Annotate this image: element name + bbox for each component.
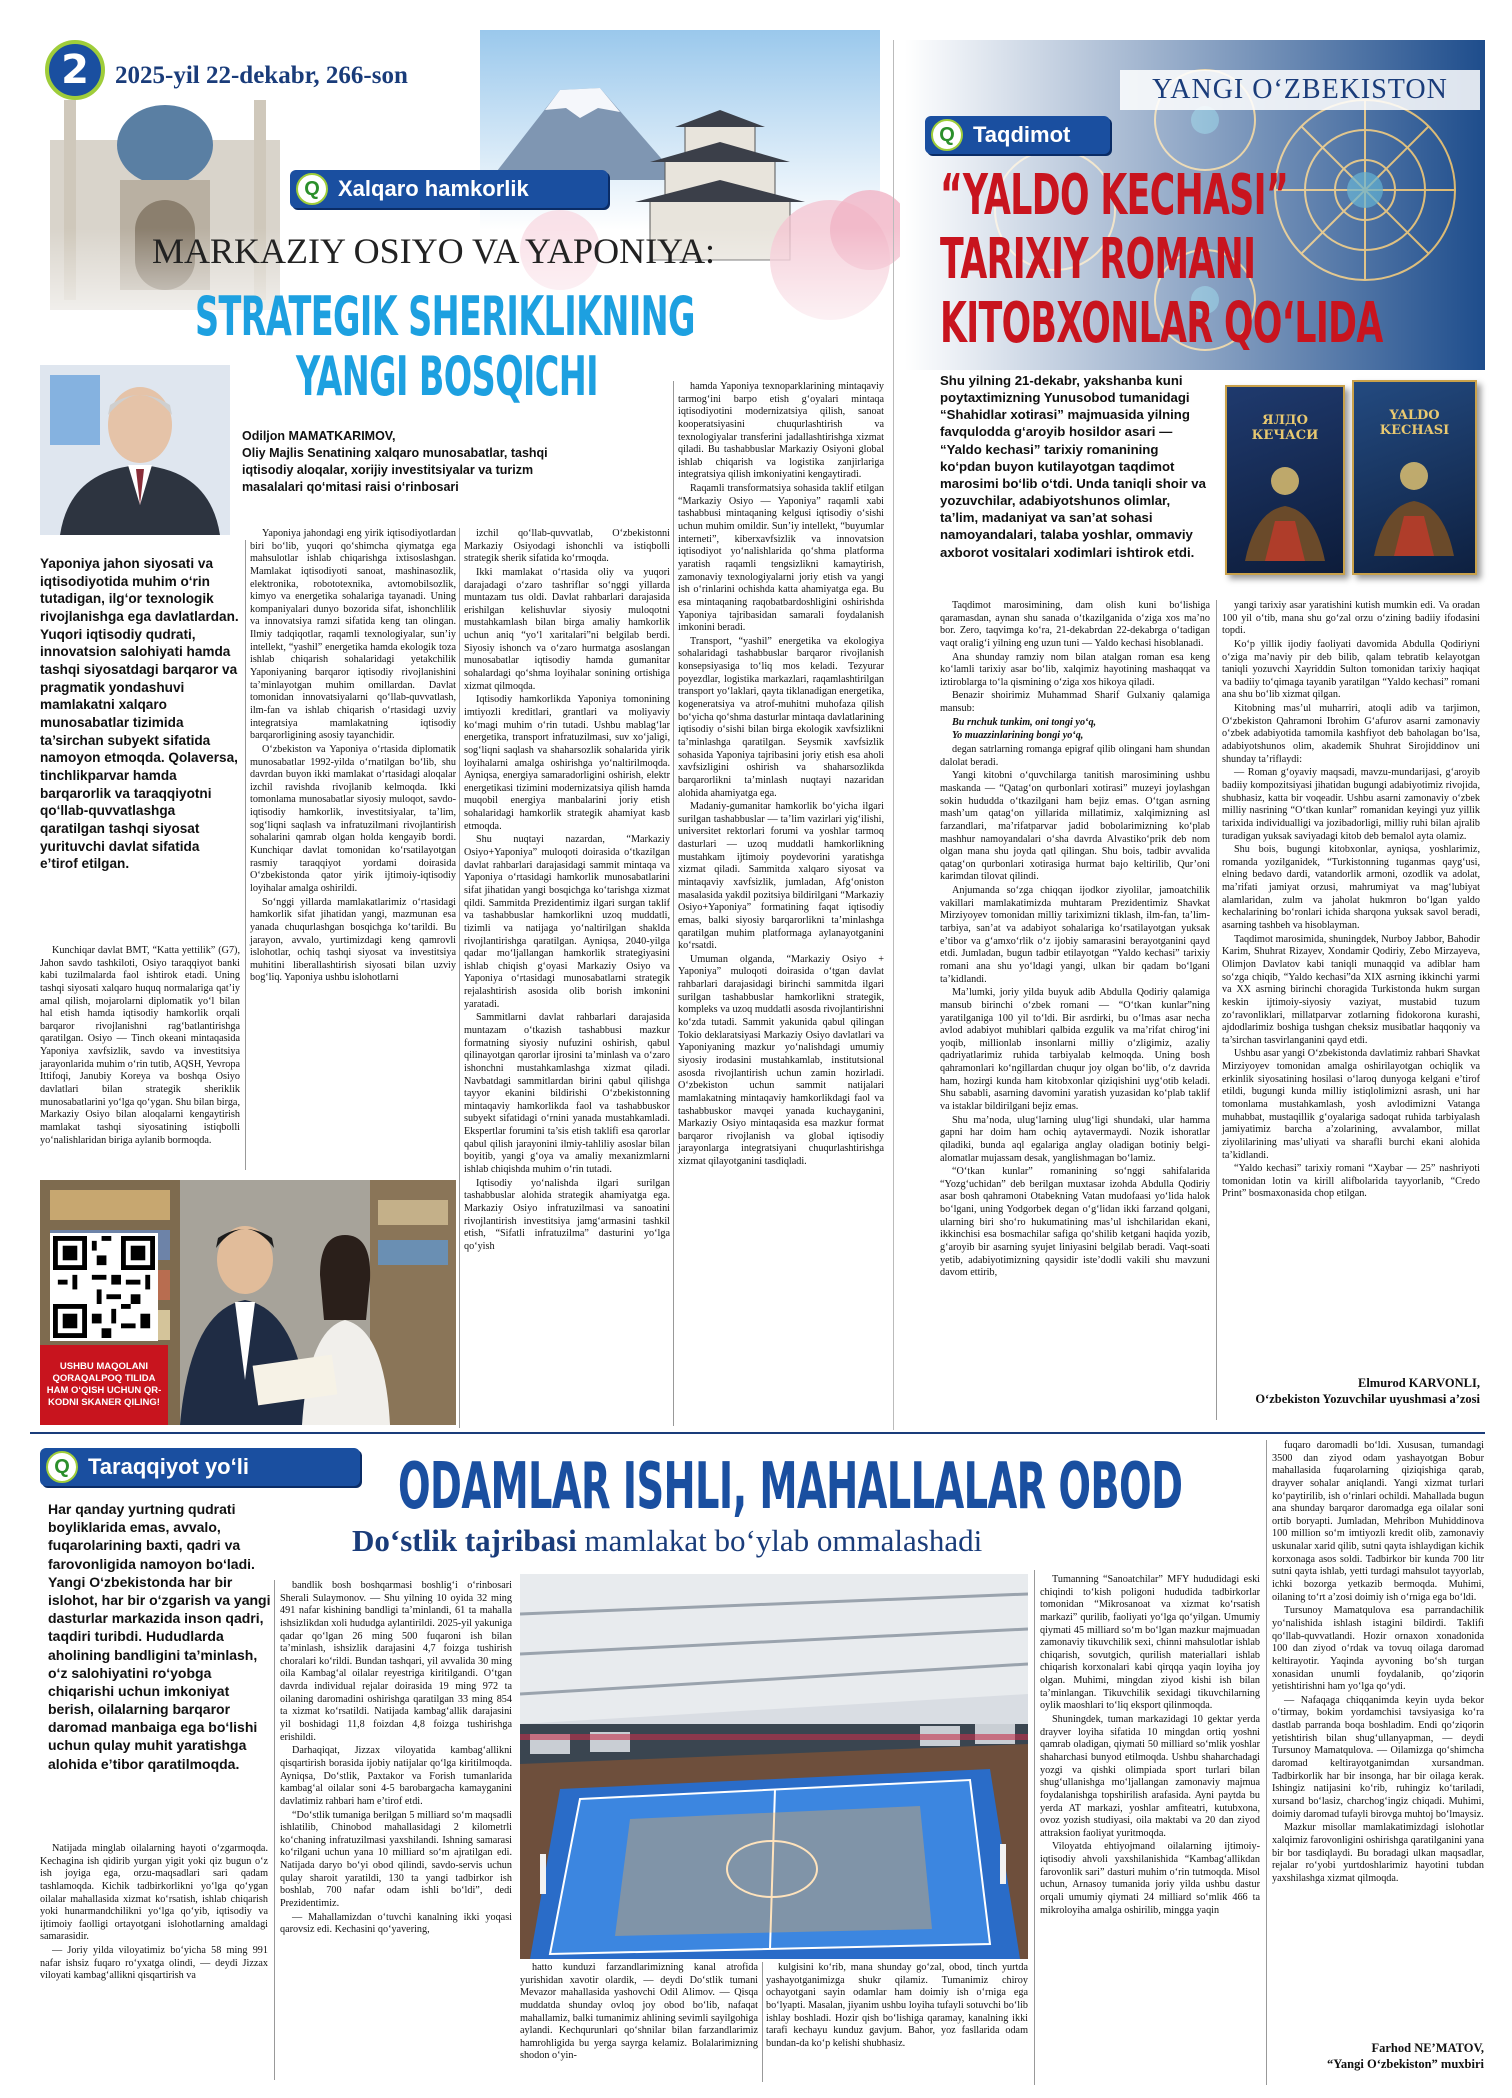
signature-title: “Yangi O‘zbekiston” muxbiri	[1327, 2057, 1484, 2072]
article1-col3	[464, 528, 670, 1255]
book-cover-latin	[1352, 380, 1477, 575]
paragraph: Umuman olganda, “Markaziy Osiyo + Yaponiya” muloqoti doirasida o‘tgan davlat rahbarlari darajasidagi birinchi sammitda ilgari surilgan tashabbuslar hamkorlikni strategik, kompleks va uzoq muddatli asosda rivojlantirishni ko‘zda tutadi. Sammit yakunida qabul qilingan Tokio deklaratsiyasi Markaziy Osiyo davlatlari va Yaponiyaning mazkur yo‘nalishdagi umumiy siyosiy irodasini mustahkamlab, institutsional asosda rivojlantirish uchun zamin hozirladi. O‘zbekiston uchun sammit natijalari mamlakatning mintaqaviy hamkorlikdagi faol va tashabbuskor mavqei yanada kuchayganini, Markaziy Osiyo mintaqasida esa mazkur format barqaror rivojlanish va global iqtisodiy jarayonlarga integratsiyani chuqurlashtirishga xizmat qilayotganini tasdiqladi.	[678, 953, 884, 1168]
newspaper-nameplate	[1120, 70, 1480, 110]
article3-lead: Har qanday yurtning qudrati boyliklarida emas, avvalo, fuqarolarining baxti, qadri va farovonligida namoyon bo‘ladi. Yangi O‘zbekistonda har bir islohot, har bir o‘zgarish va yangi dasturlar markazida inson qadri, taqdiri turibdi. Hududlarda aholining bandligini ta’minlash, o‘z salohiyatini ro‘yobga chiqarishi uchun imkoniyat berish, oilalarning barqaror daromad manbaiga ega bo‘lishi uchun qulay muhit yaratishga alohida e’tibor qaratilmoqda.	[48, 1501, 271, 1772]
article2-col2	[1222, 600, 1480, 1202]
author-photo	[40, 365, 230, 535]
signature-title: O‘zbekiston Yozuvchilar uyushmasi a’zosi	[1255, 1392, 1480, 1407]
section-badge-presentation	[925, 116, 1110, 154]
newspaper-logo-icon: Q	[296, 173, 328, 205]
paragraph: Iqtisodiy hamkorlikda Yaponiya tomonining imtiyozli kreditlari, grantlari va moliyaviy ko‘magi muhim o‘rin tutadi. Ushbu mablag‘lar energetika, transport infratuzilmasi, suv xo‘jaligi, sog‘liqni saqlash va shaharsozlik sohalarida yirik loyihalarni amalga oshirishga yo‘naltirilmoqda. Ayniqsa, energiya samaradorligini oshirish, elektr energetikasi tizimini modernizatsiya qilish hamda muqobil energiya manbalarini joriy etish sohalaridagi hamkorlik strategik ahamiyat kasb etmoqda.	[464, 694, 670, 832]
article1-col1	[40, 945, 240, 1148]
paragraph: Madaniy-gumanitar hamkorlik bo‘yicha ilgari surilgan tashabbuslar — ta’lim vazirlari yig‘ilishi, universitet rektorlari forumi va yoshlar tarmoq dasturlari — uzoq muddatli hamkorlikning mustahkam ijtimoiy poydevorini yaratishga xizmat qiladi. Sammitda xalqaro siyosat va mintaqaviy xavfsizlik, jumladan, Afg‘oniston masalasida yakdil pozitsiya bildirilgani “Markaziy Osiyo+Yaponiya” formatining faqat iqtisodiy emas, balki siyosiy barqarorlikni ta’minlashga qaratilgan muhim platformaga aylanayotganini ko‘rsatdi.	[678, 801, 884, 952]
paragraph: Ikki mamlakat o‘rtasida oliy va yuqori darajadagi o‘zaro tashriflar so‘nggi yillarda muntazam tus oldi. Davlat rahbarlari darajasida erishilgan kelishuvlar siyosiy muloqotni mustahkamlash bilan birga amaliy hamkorlik uchun aniq “yo‘l xaritalari”ni belgilab berdi. Siyosiy ishonch va o‘zaro hurmatga asoslangan munosabatlar iqtisodiy hamda gumanitar sohalardagi qo‘shma loyihalar sonining ortishiga xizmat qilmoqda.	[464, 566, 670, 692]
section-divider	[30, 1432, 1485, 1434]
paragraph: “Do‘stlik tumaniga berilgan 5 milliard so‘m maqsadli ishlatilib, Chinobod mahallasidagi 2 kilometrli ko‘chaning infratuzilmasi yaxshilandi. Ishning samarasi ko‘rilgani uchun yana 10 milliard so‘m ajratilgan edi. Natijada daryo bo‘yi obod qilindi, savdo-servis uchun qulay sharoit yaratildi, 130 ta yangi tadbirkor ish boshlab, 700 nafar odam ishli bo‘ldi”, dedi Prezidentimiz.	[280, 1809, 512, 1910]
subheadline-bold: Do‘stlik tajribasi	[352, 1523, 577, 1558]
subheadline-rest: mamlakat bo‘ylab ommalashadi	[576, 1523, 983, 1558]
article2-col1	[940, 600, 1210, 1281]
paragraph: Taqdimot marosimida, shuningdek, Nurboy Jabbor, Bahodir Karim, Shuhrat Rizayev, Xondamir Qodiriy, Zebo Mirzayeva, Olimjon Davlatov kabi taniqli munaqqid va adiblar ham so‘zga chiqib, “Yaldo kechasi”da XIX asrning ikkinchi yarmi va XX asrning birinchi choragida Turkistonda hukm surgan keskin ijtimoiy-siyosiy vaziyat, mustabid tuzum zo‘ravonliklari, millatparvar zotlarning fidokorona kurashi, ajdodlarimiz boshiga tushgan cheksiz musibatlar haqqoniy va ta’sirchan tasvirlanganini qayd etdi.	[1222, 933, 1480, 1046]
paragraph: Tumanning “Sanoatchilar” MFY hududidagi eski chiqindi to‘kish poligoni hududida tadbirkorlar tomonidan “Mikrosanoat va xizmat ko‘rsatish markazi” qurilib, faoliyati yo‘lga qo‘yilgan. Umumiy qiymati 45 milliard so‘m bo‘lgan mazkur majmuadan zamonaviy tikuvchilik sexi, chinni mahsulotlar ishlab chiqarish, sovutgich, qurilish materiallari ishlab chiqarish korxonalari kabi qirqqa yaqin loyiha joy olgan. Muhimi, mingdan ziyod kishi ish bilan ta’minlangan. Tikuvchilik sexidagi tikuvchilarning oylik maoshlari to‘liq eksport qilinmoqda.	[1040, 1574, 1260, 1712]
article3-col5	[1040, 1574, 1260, 1918]
column-rule	[1216, 600, 1217, 1420]
paragraph: Ko‘p yillik ijodiy faoliyati davomida Abdulla Qodiriyni o‘ziga ma’naviy pir deb bilib, qalam tebratib kelayotgan taniqli yozuvchi Xayriddin Sulton tomonidan tarixiy haqiqat va badiiy to‘qimaga tayanib yaratilgan “Yaldo kechasi” romani ana shu bo‘lib xizmat qilgan.	[1222, 638, 1480, 701]
paragraph: — Nafaqaga chiqqanimda keyin uyda bekor o‘tirmay, bokim yordamchisi tavsiyasiga ko‘ra dastlab parranda boqa boshladim. Endi qo‘ziqorin yetishtirish bilan shug‘ullanyapman, — deydi Tursunoy Mamatqulova. — Oilamizga qo‘shimcha daromad keltirayotganimdan xursandman. Tadbirkorlik har bir insonga, har bir oilaga kerak. Ishingiz natijasini ko‘rib, ruhingiz ko‘tariladi, xursand bo‘lasiz, charchog‘ingiz chiqadi. Muhimi, doimiy daromad tufayli birovga muhtoj bo‘lmaysiz.	[1272, 1694, 1484, 1820]
article3-col2	[280, 1580, 512, 1938]
newspaper-logo-icon: Q	[46, 1451, 78, 1483]
column-rule	[1034, 1570, 1035, 2085]
paragraph: kulgisini ko‘rib, mana shunday go‘zal, obod, tinch yurtda yashayotganimizga shukr qilamiz. Tumanimiz chiroy ochayotgani sayin odamlar ham doimiy ish o‘rniga ega bo‘lyapti. Masalan, jiyanim ushbu loyiha tufayli sotuvchi bo‘lib ishlay boshladi. Hozir qish bo‘lishiga qaramay, kanalning ikki tarafi kechayu kunduz gavjum. Bahor, yoz fasllarida odam bundan-da ko‘p kelishi shubhasiz.	[766, 1962, 1028, 2049]
column-rule	[1266, 1440, 1267, 2085]
article3-photo	[520, 1574, 1028, 1959]
column-rule	[673, 381, 674, 1426]
qr-caption: USHBU MAQOLANI QORAQALPOQ TILIDA HAM O‘QISH UCHUN QR-KODNI SKANER QILING!	[46, 1361, 162, 1408]
paragraph: Raqamli transformatsiya sohasida taklif etilgan “Markaziy Osiyo — Yaponiya” raqamli xabi tashabbusi mintaqaning kelgusi iqtisodiy o‘sishi uchun muhim omildir. Sun’iy intellekt, “buyumlar interneti”, kiberxavfsizlik va innovatsion iqtisodiyot yo‘nalishlarida qo‘shma platforma yaratish raqamli tengsizlikni kamaytirish, zamonaviy texnologiyalarni joriy etish va yangi ish o‘rinlarini ochishda katta ahamiyatga ega. Bu esa mintaqaning raqobatbardoshligini oshirishda Yaponiya tajribasidan samarali foydalanish imkonini beradi.	[678, 483, 884, 634]
book-title: YALDO KECHASI	[1379, 408, 1450, 438]
newspaper-name: YANGI O‘ZBEKISTON	[1152, 74, 1448, 105]
section-badge-international	[290, 170, 608, 208]
article1-col4	[678, 381, 884, 1170]
poem-line: Bu rnchuk tunkim, oni tongi yo‘q,	[952, 716, 1097, 728]
paragraph: Kunchiqar davlat BMT, “Katta yettilik” (G7), Jahon savdo tashkiloti, Osiyo taraqqiyot banki kabi tuzilmalarda faol ishtirok etadi. Uning tashqi siyosati xalqaro huquq normalariga qat’iy amal qilish, mojarolarni diplomatik yo‘l bilan hal etish hamda iqtisodiy hamkorlik orqali barqaror rivojlanishni rag‘batlantirishga qaratilgan. Osiyo — Tinch okeani mintaqasida Yaponiya xavfsizlik, savdo va investitsiya jarayonlarida muhim o‘rin tutib, AQSH, Yevropa Ittifoqi, Janubiy Koreya va boshqa Osiyo davlatlari bilan strategik sheriklik munosabatlarini yo‘lga qo‘ygan. Shu bilan birga, Markaziy Osiyo bilan aloqalarni kengaytirish mamlakat tashqi siyosatining istiqbolli yo‘nalishlaridan biriga aylanib bormoqda.	[40, 945, 240, 1146]
paragraph: Yaponiya jahondagi eng yirik iqtisodiyotlardan biri bo‘lib, yuqori qo‘shimcha qiymatga ega mahsulotlar ishlab chiqarishga ixtisoslashgan. Mamlakat iqtisodiyoti sanoat, mashinasozlik, elektronika, robototexnika, avtomobilsozlik, kimyo va energetika sohalariga tayanadi. Uning kompaniyalari dunyo bozorida sifat, ishonchlilik va innovatsiya ramzi sifatida keng tan olingan. Ilmiy tadqiqotlar, raqamli texnologiyalar, sun’iy intellekt, “yashil” energetika hamda ekologik toza ishlab chiqarish sohalaridagi yetakchilik Yaponiyaning barqaror iqtisodiy rivojlanishini ta’minlayotgan muhim omillardan. Davlat tomonidan innovatsiyalarni qo‘llab-quvvatlash, ilm-fan va ishlab chiqarish o‘rtasidagi uzviy integratsiya mamlakatning iqtisodiy barqarorligining asosiy tayanchidir.	[250, 528, 456, 742]
article2-headline-line3: KITOBXONLAR QO‘LIDA	[940, 291, 1383, 356]
paragraph: Ana shunday ramziy nom bilan atalgan roman esa keng ko‘lamli tarixiy asar bo‘lib, xalqimiz hayotining mashaqqat va iztiroblarga to‘la qismining o‘ziga xos hikoya qiladi.	[940, 651, 1210, 688]
qr-code[interactable]	[50, 1233, 158, 1341]
article3-headline: ODAMLAR ISHLI, MAHALLALAR OBOD	[398, 1450, 1183, 1524]
paragraph: Ushbu asar yangi O‘zbekistonda davlatimiz rahbari Shavkat Mirziyoyev tomonidan amalga oshirilayotgan ochiqlik va erkinlik siyosatining hosilasi o‘laroq dunyoga kelgani e’tirof etildi, bugungi kunda milliy istiqlolimizni asrash, uni har tomonlama mustahkamlash, yosh avlodimizni Vatanga muhabbat, mustaqillik g‘oyalariga sadoqat ruhida tarbiyalash jamiyatimiz barcha a’zolarining, avvalambor, millat ziyolilarining mas’uliyati va sharafli burchi ekani alohida ta’kidlandi.	[1222, 1048, 1480, 1161]
paragraph: izchil qo‘llab-quvvatlab, O‘zbekistonni Markaziy Osiyodagi ishonchli va istiqbolli strategik sherik sifatida ko‘rmoqda.	[464, 528, 670, 565]
paragraph: “O‘tkan kunlar” romanining so‘nggi sahifalarida “Yozg‘uchidan” deb berilgan muxtasar izohda Abdulla Qodiriy asar bosh qahramoni Otabekning Vatan mudofaasi yo‘lida halok bo‘lgani, uning Yodgorbek degan o‘g‘lidan ikki farzand qolgani, ularning biri sho‘ro hukumatining mas’ul ishchilaridan ekani, ikkinchisi esa bosmachilar safiga qo‘shilib ketgani haqida yozib, g‘aroyib bir asarning syujet liniyasini belgilab beradi. Vaqt-soati yetib, adabiyotimizning qaysidir iste’dodli vakili shu mavzuni davom ettirib,	[940, 1166, 1210, 1279]
paragraph: Shu bois, bugungi kitobxonlar, ayniqsa, yoshlarimiz, romanda yozilganidek, “Turkistonning tuganmas qayg‘usi, elning bedavo dardi, vatandorlik armoni, ozodlik va adolat, ma’rifati jamiyat orzusi, mahrumiyat va mag‘lubiyat alamlaridan, zulm va jaholat hukmron bo‘lgan yaldo kechalarining bo‘ronlari ichida sharqona yuksak savol beradi, asarning tashbeh va hisoblayman.	[1222, 844, 1480, 932]
paragraph: Iqtisodiy yo‘nalishda ilgari surilgan tashabbuslar alohida strategik ahamiyatga ega. Markaziy Osiyo infratuzilmasi va sanoatini rivojlantirish investitsiya jamg‘armasini tashkil etish, “Sifatli infratuzilma” dasturini yo‘lga qo‘yish	[464, 1177, 670, 1252]
column-rule	[459, 528, 460, 1428]
article1-lead: Yaponiya jahon siyosati va iqtisodiyotida muhim o‘rin tutadigan, ilg‘or texnologik rivojlanishga ega davlatlardan. Yuqori iqtisodiy qudrati, innovatsion salohiyati hamda tashqi siyosatdagi barqaror va pragmatik yondashuvi mamlakatni xalqaro munosabatlar tizimida ta’sirchan subyekt sifatida namoyon etmoqda. Qolaversa, tinchlikparvar hamda barqarorlik va taraqqiyotni qo‘llab-quvvatlashga qaratilgan tashqi siyosat yurituvchi davlat sifatida e’tirof etilgan.	[40, 556, 239, 872]
article2-signature	[1222, 1375, 1480, 1408]
poem-line: Yo muazzinlarining bongi yo‘q,	[952, 730, 1084, 742]
paragraph: hamda Yaponiya texnoparklarining mintaqaviy tarmog‘ini barpo etish g‘oyalari mintaqa iqtisodiyotini modernizatsiya qilish, sanoat kooperatsiyasini chuqurlashtirish va texnologiyalar transferini jadallashtirishga xizmat qiladi. Bu tashabbuslar Markaziy Osiyoni global ishlab chiqarish va logistika zanjirlariga integratsiya qilish imkoniyatini kengaytiradi.	[678, 381, 884, 481]
article1-col2	[250, 528, 456, 986]
paragraph: Taqdimot marosimining, dam olish kuni bo‘lishiga qaramasdan, aynan shu sanada o‘tkazilganida o‘ziga xos ma’no bor. Zero, taqvimga ko‘ra, 21-dekabrdan 22-dekabrga o‘tadigan vaqt oralig‘i yilning eng uzun tuni — Yaldo kechasi hisoblanadi.	[940, 600, 1210, 649]
article1-headline-line2: YANGI BOSQICHI	[296, 345, 598, 408]
article2-headline-line1: “YALDO KECHASI”	[940, 163, 1289, 228]
paragraph: Ma’lumki, joriy yilda buyuk adib Abdulla Qodiriy qalamiga mansub birinchi o‘zbek romani — “O‘tkan kunlar”ning yaratilganiga 100 yil to‘ldi. Bir asrdirki, bu o‘lmas asar necha avlod adabiyot muhiblari qalbida ezgulik va ma’rifat chirog‘ini yoqib, millionlab insonlarni milliy o‘zligimiz, azaliy qadriyatlarimiz ruhida tarbiyalab kelmoqda. Uning bosh qahramonlari ko‘ngillardan chuqur joy olgan bo‘lib, o‘z davrida ham, hozirgi kunda ham kitobxonlar qiziqishini uyg‘otib keladi. Shu sababli, asarning davomini yaratish yuzasidan ko‘plab taklif va istaklar bildirilgani bejiz emas.	[940, 987, 1210, 1112]
article2-headline-line2: TARIXIY ROMANI	[940, 227, 1256, 292]
paragraph: yangi tarixiy asar yaratishini kutish mumkin edi. Va oradan 100 yil o‘tib, mana shu go‘zal orzu o‘zining badiiy ifodasini topdi.	[1222, 600, 1480, 637]
article1-headline-line1: STRATEGIK SHERIKLIKNING	[195, 285, 695, 348]
paragraph: Benazir shoirimiz Muhammad Sharif Gulxaniy qalamiga mansub:	[940, 690, 1210, 715]
paragraph: Sammitlarni davlat rahbarlari darajasida muntazam o‘tkazish tashabbusi mazkur formatning siyosiy nufuzini oshirish, qabul qilinayotgan qarorlar ijrosini ta’minlash va o‘zaro ishonchni mustahkamlashga xizmat qiladi. Navbatdagi sammitlardan birini qabul qilishga tayyor ekanini bildirishi O‘zbekistonning mintaqaviy hamkorlikda faol va tashabbuskor subyekt sifatidagi o‘rnini yanada mustahkamladi. Ekspertlar forumini ta’sis etish taklifi esa qarorlar qabul qilish jarayonini ilmiy-tahliliy asoslar bilan boyitib, yangi g‘oya va amaliy mexanizmlarni ishlab chiqishda muhim o‘rin tutadi.	[464, 1012, 670, 1176]
article2-lead: Shu yilning 21-dekabr, yakshanba kuni poytaxtimizning Yunusobod tumanidagi “Shahidlar xotirasi” majmuasida yilning favqulodda g‘aroyib hosildor asari — “Yaldo kechasi” tarixiy romanining ko‘pdan buyon kutilayotgan taqdimot marosimi bo‘lib o‘tdi. Unda taniqli shoir va yozuvchilar, adabiyotshunos olimlar, ta’lim, madaniyat va san’at sohasi namoyandalari, talaba yoshlar, ommaviy axborot vositalari xodimlari ishtirok etdi.	[940, 373, 1206, 560]
article3-signature	[1272, 2040, 1484, 2073]
qr-code-graphic	[53, 1236, 155, 1338]
qr-caption-box	[40, 1345, 168, 1425]
paragraph: Viloyatda ehtiyojmand oilalarning ijtimoiy-iqtisodiy ahvoli yaxshilanishida “Kambag‘allikdan farovonlik sari” dasturi muhim o‘rin tutmoqda. Misol uchun, Arnasoy tumanida joriy yilda ushbu dastur orqali umumiy qiymati 24 milliard so‘mlik 466 ta mikroloyiha amalga oshirilib, mingga yaqin	[1040, 1841, 1260, 1916]
paragraph: Transport, “yashil” energetika va ekologiya sohalaridagi tashabbuslar barqaror rivojlanish konsepsiyasiga to‘liq mos keladi. Tezyurar poyezdlar, logistika markazlari, raqamlashtirilgan transport yo‘laklari, qayta tiklanadigan energetika, kogeneratsiya va atrof-muhitni muhofaza qilish bo‘yicha qo‘shma dasturlar mintaqa davlatlarining iqtisodiy o‘sishi bilan birga ekologik xavfsizlikni ta’minlashga qaratilgan. Seysmik xavfsizlik sohasida Yaponiya tajribasini joriy etish esa aholi xavfsizligini oshirish va shaharsozlikda barqarorlikni ta’minlash nuqtayi nazaridan alohida ahamiyatga ega.	[678, 635, 884, 799]
paragraph: — Joriy yilda viloyatimiz bo‘yicha 58 ming 991 nafar ishsiz fuqaro ro‘yxatga olindi, — deydi Jizzax viloyati kambag‘allikni qisqartirish va	[40, 1945, 268, 1982]
section-badge-development	[40, 1448, 360, 1486]
section-label: Taqdimot	[973, 122, 1071, 147]
paragraph: Shu ma’noda, ulug‘larning ulug‘ligi shundaki, ular hamma gapni har doim ham ochiq aytavermaydi. Nozik ishoratlar qiladiki, bunda aql egalariga anglay oladigan botiniy belgi-alomatlar mujassam desak, yanglishmagan bo‘lamiz.	[940, 1114, 1210, 1164]
article3-col3	[520, 1962, 758, 2064]
column-rule	[274, 1580, 275, 2080]
paragraph: Natijada minglab oilalarning hayoti o‘zgarmoqda. Kechagina ish qidirib yurgan yigit yoki qiz bugun o‘z ish joyiga ega, orzu-maqsadlari sari qadam tashlamoqda. Kichik tadbirkorlikni yo‘lga qo‘ygan oilalar mahallasida xizmat ko‘rsatish, ishlab chiqarish yoki hunarmandchilikni yo‘lga qo‘yib, iqtisodiy va ijtimoiy faolligi ortayotgani islohotlarning amaldagi samarasidir.	[40, 1843, 268, 1943]
author-name: Odiljon MAMATKARIMOV,	[242, 429, 396, 443]
paragraph: Tursunoy Mamatqulova esa parrandachilik yo‘nalishida ishlash istagini bildirdi. Taklifi qo‘llab-quvvatlandi. Hozir ornaxon xonadonida 100 dan ziyod o‘rdak va tovuq oilaga daromad keltirayotir. Yaqinda ayvoning bo‘sh turgan xonasidan unumli foydalanib, qo‘ziqorin yetishtirishni ham yo‘lga qo‘ydi.	[1272, 1605, 1484, 1693]
article3-col6	[1272, 1440, 1484, 1886]
paragraph: Mazkur misollar mamlakatimizdagi islohotlar xalqimiz farovonligini oshirishga qaratilganini yana bir bor tasdiqlaydi. Bu boradagi ulkan maqsadlar, rejalar ro‘yobi yurtdoshlarimiz hayotini tubdan yaxshilashga xizmat qilmoqda.	[1272, 1822, 1484, 1884]
paragraph: So‘nggi yillarda mamlakatlarimiz o‘rtasidagi hamkorlik sifat jihatidan yangi, mazmunan esa yanada chuqurlashgan bosqichga ko‘tarildi. Bu jarayon, avvalo, yurtimizdagi keng qamrovli islohotlar, ochiq tashqi siyosat va investitsiya muhitini liberallashtirish siyosati bilan uzviy bog‘liq. Yaponiya ushbu islohotlarni	[250, 896, 456, 984]
column-rule	[762, 1962, 763, 2082]
paragraph: — Mahallamizdan o‘tuvchi kanalning ikki yoqasi qarovsiz edi. Kechasini qo‘yavering,	[280, 1911, 512, 1936]
paragraph: fuqaro daromadli bo‘ldi. Xususan, tumandagi 3500 dan ziyod odam yashayotgan Bobur mahallasida fuqarolarning qiziqishiga qarab, drayver sohalar aniqlandi. Yangi xizmat turlari ko‘paytirilib, ish o‘rinlari ochildi. Mahallada bugun ana shunday barqaror daromadga ega oilalar soni ortib boryapti. Jumladan, Mehribon Muhiddinova 100 million so‘m imtiyozli kredit olib, zamonaviy uskunalar xarid qilib, sutni qayta ishlaydigan kichik korxonaga asos soldi. Tadbirkor bir kunda 700 litr sutni qayta ishlab, yetti turdagi mahsulot tayyorlab, ichki bozorga yetkazib bermoqda. Muhimi, oilaning to‘rt a’zosi doimiy ish o‘rniga ega bo‘ldi.	[1272, 1440, 1484, 1603]
paragraph: Shu nuqtayi nazardan, “Markaziy Osiyo+Yaponiya” muloqoti doirasida o‘tkazilgan davlat rahbarlari darajasidagi sammit mintaqa va Yaponiya o‘rtasidagi hamkorlik munosabatlarini sifat jihatidan yangi bosqichga ko‘tarishga xizmat qildi. Sammitda Prezidentimiz ilgari surgan taklif va tashabbuslar hamkorlikni uzoq muddatli, tizimli va natijaga yo‘naltirilgan shaklda rivojlantirishga qaratilgan. Ayniqsa, 2040-yilga qadar mo‘ljallangan hamkorlik strategiyasini ishlab chiqish g‘oyasi Markaziy Osiyo va Yaponiya o‘rtasidagi munosabatlarni strategik rejalashtirish asosida olib borish imkonini yaratadi.	[464, 834, 670, 1010]
column-rule	[893, 40, 894, 1430]
article1-kicker: MARKAZIY OSIYO VA YAPONIYA:	[152, 231, 716, 271]
paragraph: — Roman g‘oyaviy maqsadi, mavzu-mundarijasi, g‘aroyib badiiy kompozitsiyasi jihatidan bugungi adabiyotimiz rivojida, shubhasiz, katta bir voqeadir. Ushbu asarni zamonaviy o‘zbek milliy nasrining “O‘tkan kunlar” romanidan keyingi yuz yillik tarixida individualligi va jozibadorligi, milliy ruhi bilan ajralib turadigan yuksak saviyadagi kitob deb bemalol ayta olamiz.	[1222, 767, 1480, 842]
newspaper-logo-icon: Q	[931, 119, 963, 151]
paragraph: Yangi kitobni o‘quvchilarga tanitish marosimining ushbu maskanda — “Qatag‘on qurbonlari xotirasi” muzeyi joylashgan sokin hududda o‘tkazilgani ham bejiz emas. O‘tgan asrning mash’um qatag‘on yillarida millatimiz, xalqimizning asl farzandlari, ma’rifatparvar jadid bobolarimizning ko‘plab mashhur namoyandalari o‘sha davrda Alvastiko‘prik deb nom olgan mana shu joyda qatl qilingan. Shu bois, tadbir avvalida qatag‘on qurbonlari xotirasiga hurmat bajo keltirilib, Qur’oni karimdan tilovat qilindi.	[940, 770, 1210, 883]
paragraph: Darhaqiqat, Jizzax viloyatida kambag‘allikni qisqartirish borasida ijobiy natijalar qo‘lga kiritilmoqda. Ayniqsa, Do‘stlik, Paxtakor va Forish tumanlarida kambag‘al oilalar soni 4-5 barobargacha kamayganini davlatimiz rahbari ham e’tirof etdi.	[280, 1745, 512, 1807]
signature-name: Elmurod KARVONLI,	[1357, 1376, 1480, 1390]
column-rule	[245, 540, 246, 1170]
paragraph: hatto kunduzi farzandlarimizning kanal atrofida yurishidan xavotir olardik, — deydi Do‘stlik tumani Mevazor mahallasida yashovchi Odil Alimov. — Qisqa muddatda shunday ovloq joy obod bo‘lib, nafaqat mahallamiz, balki tumanimiz ahlining sevimli sayilgohiga aylandi. Kechqurunlari qo‘shnilar bilan farzandlarimiz hamrohligida bu yerga sayrga kelamiz. Bolalarimizning shodon o‘yin-	[520, 1962, 758, 2062]
article3-col4	[766, 1962, 1028, 2051]
paragraph: bandlik bosh boshqarmasi boshlig‘i o‘rinbosari Sherali Sulaymonov. — Shu yilning 10 oyida 32 ming 491 nafar kishining bandligi ta’minlandi, 61 ta mahalla ishsizlikdan xoli hududga aylantirildi. 2025-yil yakuniga qadar qo‘lgan 26 ming 500 fuqaroni ish bilan ta’minlash, ishsizlik darajasini 4,7 foizga tushirish choralari ko‘rildi. Bundan tashqari, yil avvalida 30 ming oila Kambag‘al oilalar reyestriga kiritilgandi. O‘tgan davrda individual rejalar doirasida 19 ming 972 ta oilaning daromadini oshirishga qaratilgan 33 ming 854 ta xizmat ko‘rsatildi. Natijada kambag‘allik darajasini yil boshidagi 11,8 foizdan 4,8 foizga tushirishga erishildi.	[280, 1580, 512, 1743]
author-title: Oliy Majlis Senatining xalqaro munosabatlar, tashqi iqtisodiy aloqalar, xorijiy investitsiyalar va turizm masalalari qo‘mitasi raisi o‘rinbosari	[242, 445, 548, 494]
paragraph: Anjumanda so‘zga chiqqan ijodkor ziyolilar, jamoatchilik vakillari mamlakatimizda muhtaram Prezidentimiz Shavkat Mirziyoyev tomonidan milliy tariximizni tiklash, ilm-fan, ta’lim-tarbiya, san’at va adabiyot sohalariga ko‘rsatilayotgan yuksak e’tibor va g‘amxo‘rlik o‘z ijobiy samarasini berayotganini qayd etdi. Jumladan, bugun tadbir etilayotgan “Yaldo kechasi” tarixiy romani ana shu yo‘ldagi yangi, ulkan bir qadam bo‘lgani ta’kidlandi.	[940, 885, 1210, 985]
paragraph: O‘zbekiston va Yaponiya o‘rtasida diplomatik munosabatlar 1992-yilda o‘rnatilgan bo‘lib, shu davrdan buyon ikki mamlakat o‘rtasidagi aloqalar izchil ravishda rivojlanib kelmoqda. Ikki tomonlama munosabatlar siyosiy muloqot, savdo-iqtisodiy hamkorlik, investitsiyalar, ta’lim, sog‘liqni saqlash va infratuzilmani rivojlantirish sohalarini qamrab olgan holda kengayib bordi. Kunchiqar davlat tomonidan ko‘rsatilayotgan rasmiy taraqqiyot yordami doirasida O‘zbekistonda qator yirik ijtimoiy-iqtisodiy loyihalar amalga oshirildi.	[250, 743, 456, 894]
paragraph: degan satrlarning romanga epigraf qilib olingani ham shundan dalolat beradi.	[940, 744, 1210, 768]
book-title: ЯЛДО КЕЧАСИ	[1251, 413, 1319, 443]
paragraph: Kitobning mas’ul muharriri, atoqli adib va tarjimon, O‘zbekiston Qahramoni Ibrohim G‘afurov asarni zamonaviy o‘zbek adabiyotida tamomila kashfiyot deb baholagan bo‘lsa, adabiyotshunos olim, akademik Shuhrat Sirojiddinov uni shunday ta’riflaydi:	[1222, 703, 1480, 765]
section-label: Taraqqiyot yo‘li	[88, 1454, 249, 1479]
paragraph: “Yaldo kechasi” tarixiy romani “Xaybar — 25” nashriyoti tomonidan lotin va kirill alifbolarida tayyorlanib, “Credo Print” bosmaxonasida chop etilgan.	[1222, 1163, 1480, 1200]
book-cover-cyrillic	[1225, 385, 1345, 575]
article3-subheadline	[352, 1523, 982, 1559]
article1-author	[242, 428, 577, 496]
paragraph: Shuningdek, tuman markazidagi 10 gektar yerda drayver loyiha sifatida 10 mingdan ortiq yoshni qamrab oladigan, qiymati 50 milliard so‘mlik yoshlar shaharchasi bunyod etilmoqda. Ushbu shaharchadagi yozgi va qishki olimpiada sport turlari bilan shug‘ullanishga mo‘ljallangan zamonaviy majmua foydalanishga topshirilish arafasida. Ayni paytda bu yerda AT markazi, yoshlar amfiteatri, kutubxona, ovoz yozish studiyasi, oila maktabi va 20 dan ziyod attraksion faoliyat yuritmoqda.	[1040, 1714, 1260, 1839]
section-label: Xalqaro hamkorlik	[338, 176, 529, 201]
signature-name: Farhod NE’MATOV,	[1371, 2041, 1484, 2055]
article3-col1	[40, 1843, 268, 1984]
